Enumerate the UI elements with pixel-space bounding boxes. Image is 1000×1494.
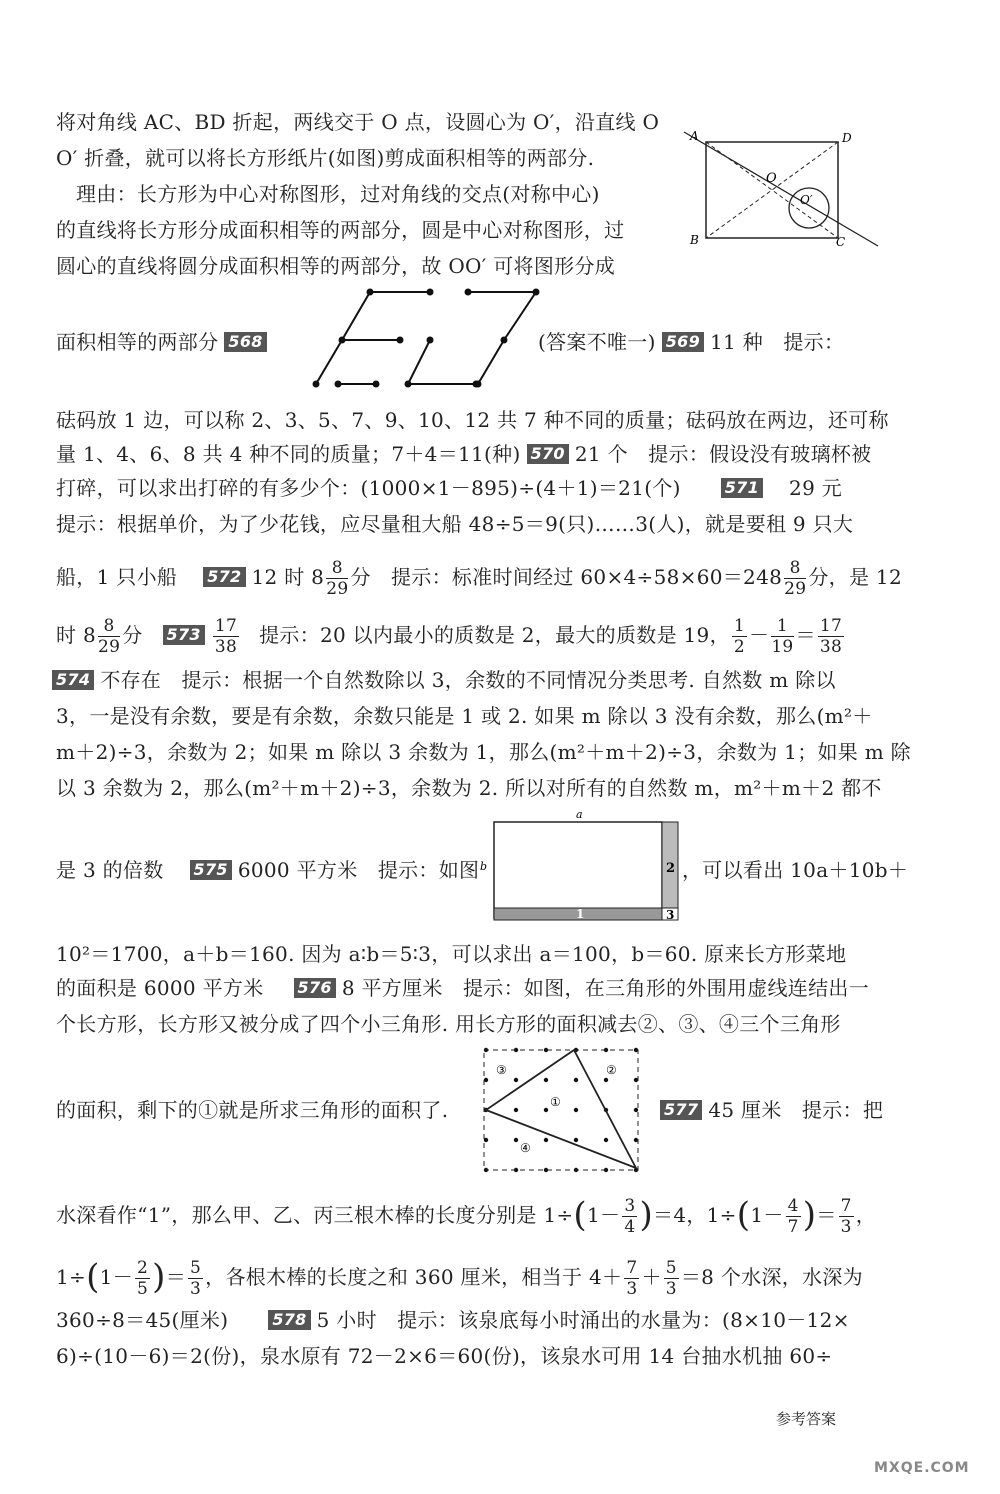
triangle-grid-figure-576 (478, 1044, 644, 1176)
text-span: 1－ (587, 1203, 621, 1227)
problem-badge-570: 570 (527, 444, 569, 464)
label-region-4: ④ (520, 1141, 531, 1155)
text-span: ＝ (795, 623, 816, 647)
text-span: 1－ (99, 1265, 133, 1289)
matchstick-figure-568 (308, 284, 540, 394)
text-span: 12 时 8 (251, 565, 325, 589)
text-span: ＝ (816, 1203, 837, 1227)
text-line (56, 440, 871, 468)
fraction: $\frac{8}{29}$ (97, 616, 121, 657)
label-3: 3 (666, 908, 675, 922)
text-span: 5 小时 提示：该泉底每小时涌出的水量为：(8×10－12× (316, 1308, 850, 1332)
problem-badge-577: 577 (660, 1100, 702, 1120)
fraction: $\frac{17}{38}$ (214, 616, 238, 657)
label-d: D (842, 131, 852, 145)
text-span: 时 8 (56, 623, 96, 647)
grid-dot (574, 1138, 578, 1142)
label-2: 2 (666, 861, 676, 876)
text-line (56, 856, 479, 884)
grid-dot (604, 1138, 608, 1142)
label-a: A (690, 129, 699, 143)
text-line: 将对角线 AC、BD 折起，两线交于 O 点，设圆心为 O′，沿直线 O (56, 110, 660, 134)
text-line (56, 1306, 850, 1334)
text-span: 45 厘米 提示：把 (708, 1098, 884, 1122)
problem-badge-568: 568 (224, 332, 266, 352)
text-line: O′ 折叠，就可以将长方形纸片(如图)剪成面积相等的两部分. (56, 146, 595, 170)
text-line: 个长方形，长方形又被分成了四个小三角形. 用长方形的面积减去②、③、④三个三角形 (56, 1012, 841, 1036)
text-line: 的直线将长方形分成面积相等的两部分，圆是中心对称图形，过 (56, 218, 625, 242)
footer-label: 参考答案 (776, 1410, 837, 1428)
text-line (56, 974, 869, 1002)
text-line (56, 558, 902, 599)
fraction: $\frac{7}{3}$ (626, 1258, 638, 1299)
watermark-text: MXQE.COM (874, 1460, 970, 1476)
text-span: 29 元 (789, 476, 843, 500)
text-span: 6000 平方米 提示：如图 (237, 858, 480, 882)
text-span: (答案不唯一) (538, 330, 656, 354)
text-line (56, 616, 846, 657)
text-span: 1÷ (56, 1265, 87, 1289)
text-span: － (749, 623, 770, 647)
fraction: $\frac{1}{2}$ (733, 616, 745, 657)
label-a: a (576, 808, 583, 821)
text-span: ， (855, 1203, 877, 1227)
text-line: 砝码放 1 边，可以称 2、3、5、7、9、10、12 共 7 种不同的质量；砝码放在两边，还可称 (56, 408, 889, 432)
problem-badge-575: 575 (190, 860, 232, 880)
label-region-3: ③ (496, 1063, 507, 1077)
text-span: 分，是 12 (808, 565, 902, 589)
text-span: ，各根木棒的长度之和 360 厘米，相当于 4＋ (205, 1265, 623, 1289)
fraction: $\frac{8}{29}$ (784, 558, 807, 599)
grid-dot (574, 1108, 578, 1112)
text-span: 8 平方厘米 提示：如图，在三角形的外围用虚线连结出一 (341, 976, 870, 1000)
grid-dot (514, 1108, 518, 1112)
text-span: 提示：20 以内最小的质数是 2，最大的质数是 19， (259, 623, 730, 647)
text-span: 是 3 的倍数 (56, 858, 164, 882)
text-span: ＝8 个水深，水深为 (680, 1265, 863, 1289)
text-span: 不存在 提示：根据一个自然数除以 3，余数的不同情况分类思考. 自然数 m 除以 (100, 668, 836, 692)
grid-dot (634, 1108, 638, 1112)
grid-dot (514, 1138, 518, 1142)
text-line: 的面积，剩下的①就是所求三角形的面积了. (56, 1098, 449, 1122)
problem-badge-569: 569 (662, 332, 704, 352)
grid-dot (514, 1078, 518, 1082)
text-span: 21 个 提示：假设没有玻璃杯被 (574, 442, 872, 466)
problem-badge-578: 578 (268, 1310, 310, 1330)
problem-badge-572: 572 (203, 567, 245, 587)
text-span: 量 1、4、6、8 共 4 种不同的质量；7＋4＝11(种) (56, 442, 521, 466)
label-b: b (480, 860, 488, 873)
grid-dot (574, 1078, 578, 1082)
text-span: 面积相等的两部分 (56, 330, 219, 354)
text-line (538, 328, 844, 356)
label-region-2: ② (606, 1063, 617, 1077)
label-o-prime: O′ (800, 193, 813, 207)
text-line: 3，一是没有余数，要是有余数，余数只能是 1 或 2. 如果 m 除以 3 没有余数，那么(m²＋ (56, 704, 873, 728)
text-span: 打碎，可以求出打碎的有多少个：(1000×1－895)÷(4＋1)＝21(个) (56, 476, 681, 500)
text-line: 提示：根据单价，为了少花钱，应尽量租大船 48÷5＝9(只)……3(人)，就是要租 9 只大 (56, 512, 854, 536)
fraction: $\frac{5}{3}$ (665, 1258, 677, 1299)
text-line (56, 474, 842, 502)
text-span: 1－ (750, 1203, 784, 1227)
text-span: 11 种 提示： (710, 330, 845, 354)
problem-badge-576: 576 (294, 978, 336, 998)
fraction: $\frac{3}{4}$ (624, 1196, 636, 1237)
text-span: ＝ (165, 1265, 187, 1289)
problem-badge-571: 571 (721, 478, 763, 498)
text-span: 360÷8＝45(厘米) (56, 1308, 229, 1332)
label-b: B (690, 233, 699, 247)
text-line: m＋2)÷3，余数为 2；如果 m 除以 3 余数为 1，那么(m²＋m＋2)÷3，余数为 1；如果 m 除 (56, 740, 911, 764)
fraction: $\frac{7}{3}$ (840, 1196, 852, 1237)
grid-dot (604, 1078, 608, 1082)
garden-plot-figure-575 (476, 808, 686, 930)
grid-dot (544, 1108, 548, 1112)
text-line: 6)÷(10－6)＝2(份)，泉水原有 72－2×6＝60(份)，该泉水可用 14 台抽水机抽 60÷ (56, 1344, 833, 1368)
text-span: 分 提示：标准时间经过 60×4÷58×60＝248 (350, 565, 783, 589)
text-line: 10²＝1700，a＋b＝160. 因为 a∶b＝5∶3，可以求出 a＝100，b＝60. 原来长方形菜地 (56, 942, 847, 966)
rectangle-fold-figure (676, 124, 886, 258)
problem-badge-574: 574 (52, 670, 94, 690)
text-line: 理由：长方形为中心对称图形，过对角线的交点(对称中心) (76, 182, 600, 206)
fraction: $\frac{2}{5}$ (137, 1258, 149, 1299)
text-line (660, 1096, 883, 1124)
fraction: $\frac{1}{19}$ (771, 616, 794, 657)
label-c: C (836, 235, 846, 249)
label-region-1: ① (550, 1095, 561, 1109)
problem-badge-573: 573 (163, 625, 205, 645)
text-line (56, 328, 273, 356)
text-span: 的面积是 6000 平方米 (56, 976, 264, 1000)
text-span: 船，1 只小船 (56, 565, 178, 589)
grid-dot (544, 1138, 548, 1142)
label-o: O (766, 171, 777, 186)
label-1: 1 (576, 907, 585, 921)
fraction: $\frac{17}{38}$ (819, 616, 843, 657)
fraction: $\frac{4}{7}$ (787, 1196, 799, 1237)
text-line: 以 3 余数为 2，那么(m²＋m＋2)÷3，余数为 2. 所以对所有的自然数 m，m²＋m＋2 都不 (56, 776, 882, 800)
text-line: ，可以看出 10a＋10b＋ (682, 858, 909, 882)
text-span: ＝4，1÷ (653, 1203, 737, 1227)
text-line: 圆心的直线将圆分成面积相等的两部分，故 OO′ 可将图形分成 (56, 254, 616, 278)
grid-dot (544, 1078, 548, 1082)
text-span: 水深看作“1”，那么甲、乙、丙三根木棒的长度分别是 1÷ (56, 1203, 574, 1227)
text-line: 1÷(1－ $\frac{2}{5}$ )＝ $\frac{5}{3}$ ，各根木棒的长度之和 360 厘米，相当于 4＋ $\frac{7}{3}$ ＋ $\frac{5}{3}$ ＝8 个水深，水深为 (56, 1257, 863, 1299)
text-line (52, 666, 836, 694)
fraction: $\frac{5}{3}$ (190, 1258, 202, 1299)
text-span: ＋ (641, 1265, 662, 1289)
text-line: 水深看作“1”，那么甲、乙、丙三根木棒的长度分别是 1÷(1－ $\frac{3}{4}$ )＝4，1÷(1－ $\frac{4}{7}$ )＝ $\frac{7}{3}$ ， (56, 1195, 877, 1237)
text-span: 分 (122, 623, 143, 647)
fraction: $\frac{8}{29}$ (326, 558, 349, 599)
